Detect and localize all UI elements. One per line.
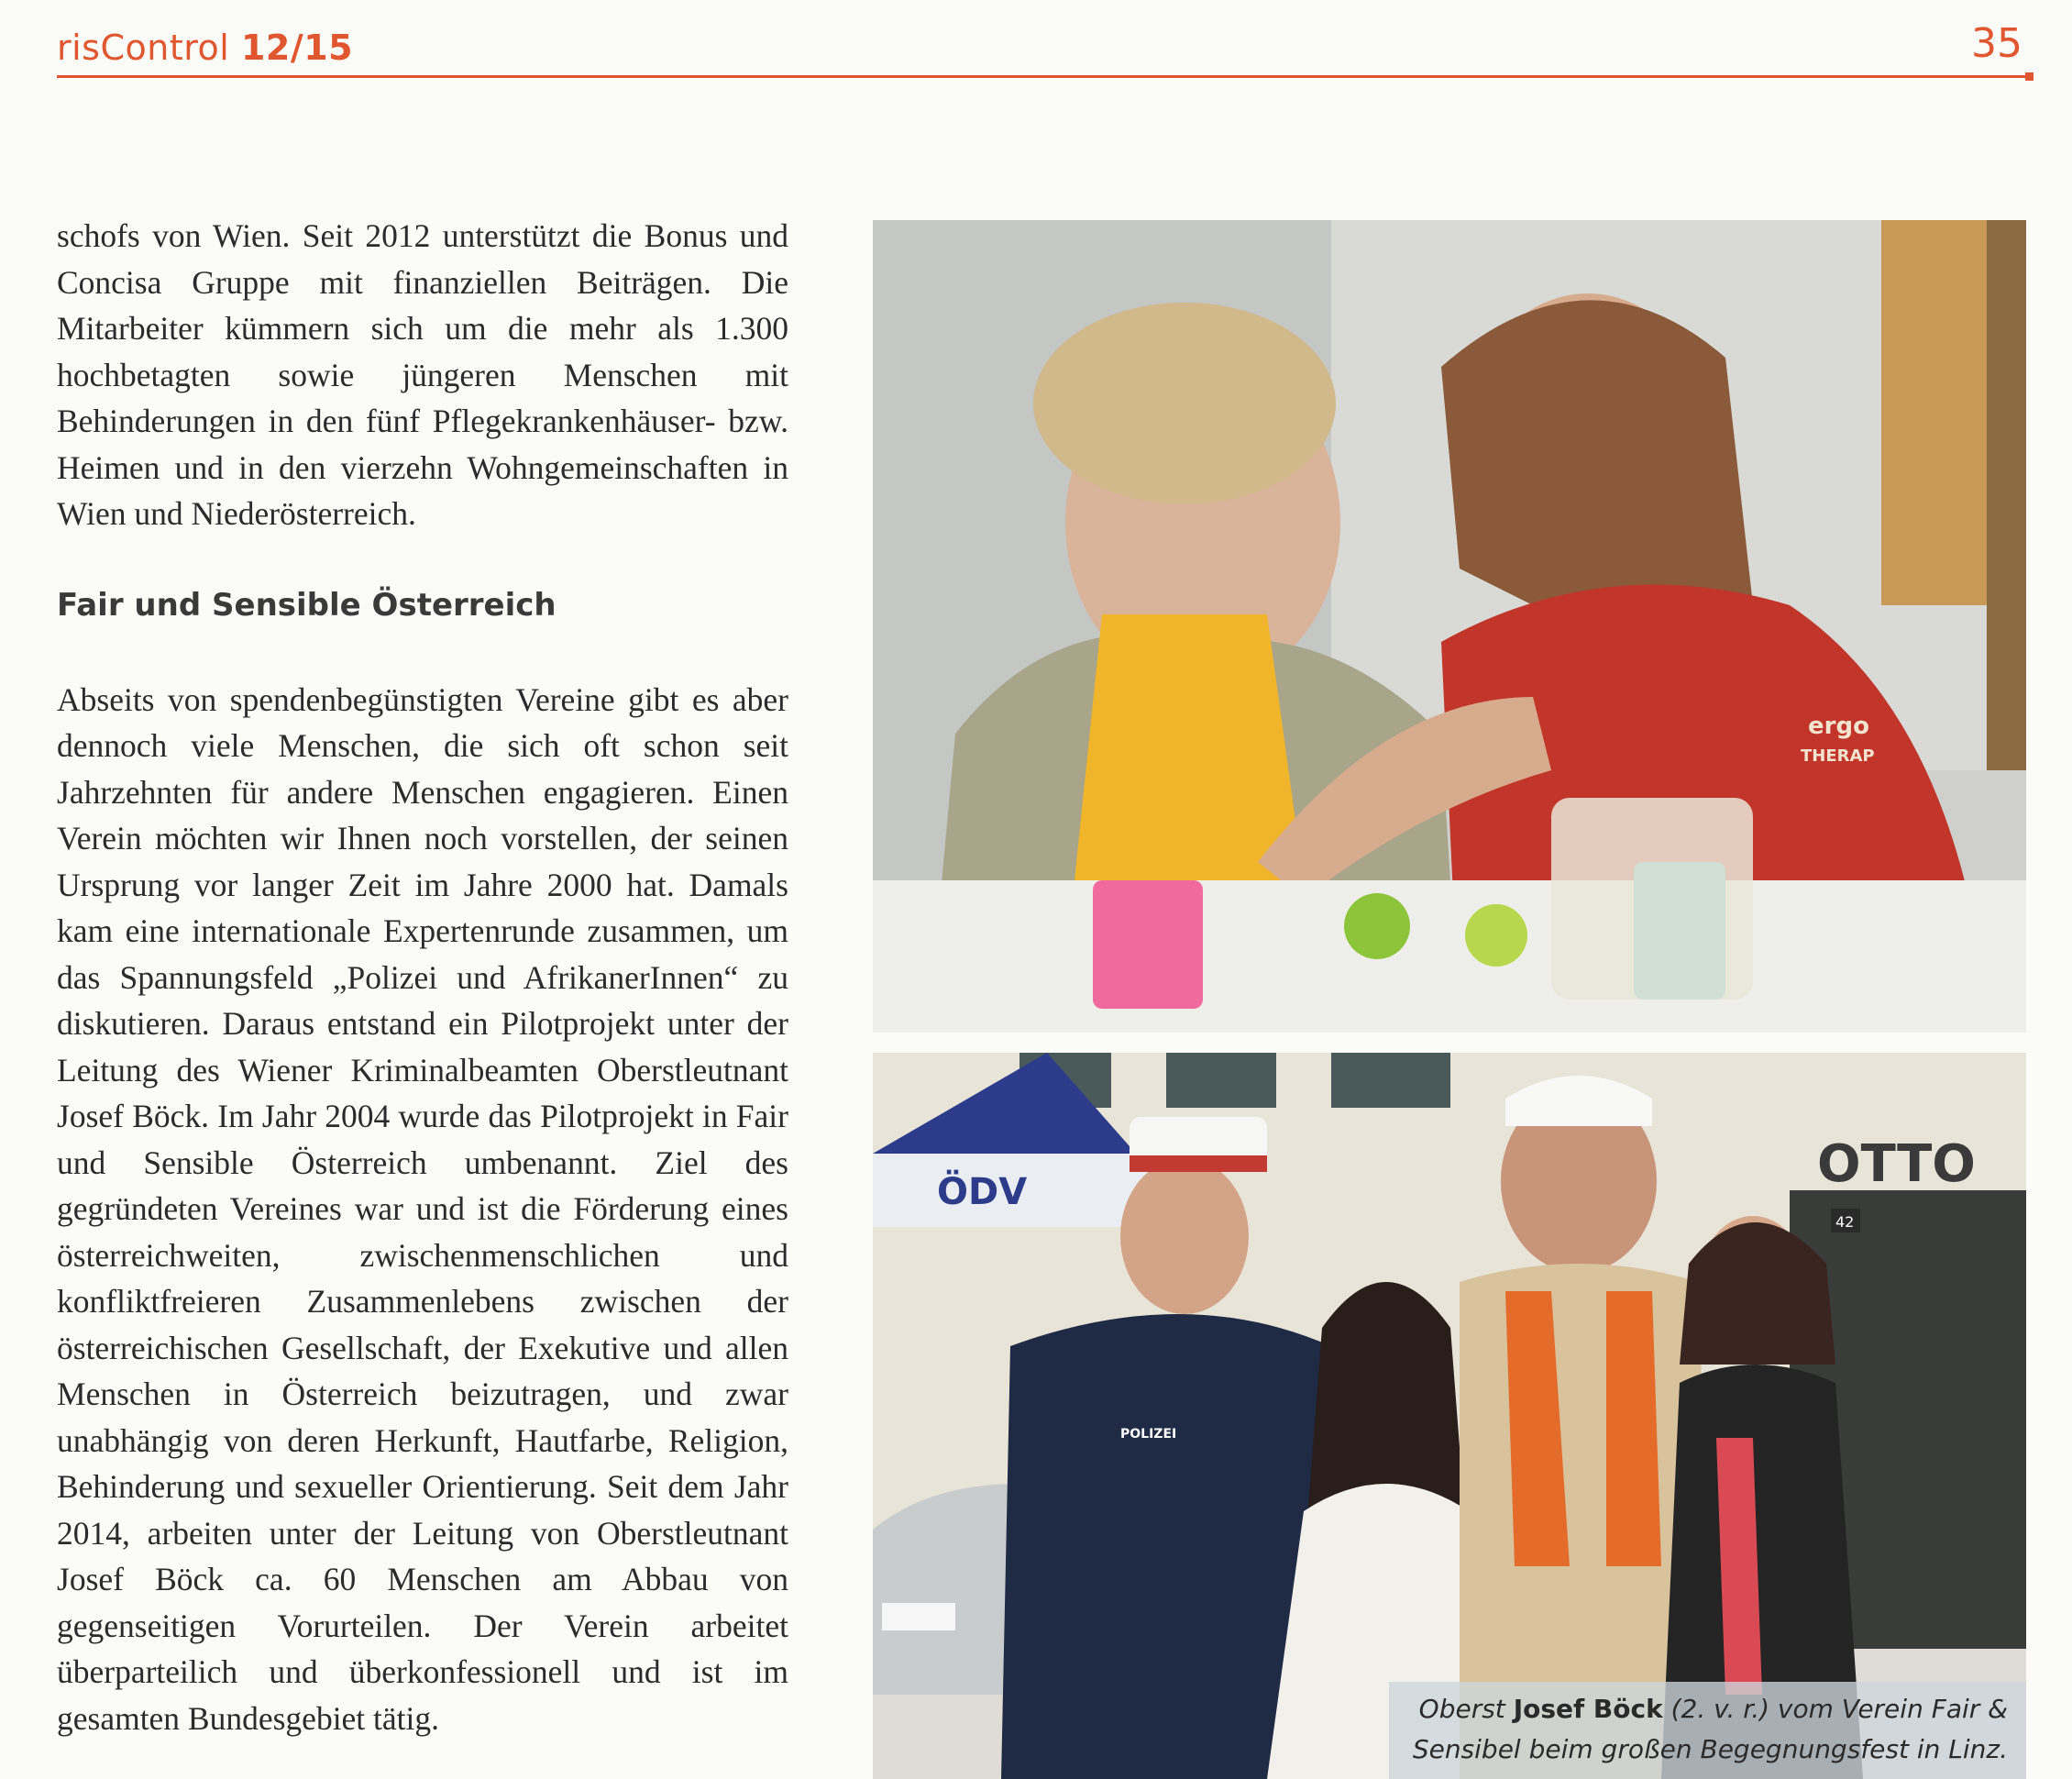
section-heading: Fair und Sensible Österreich <box>57 586 557 624</box>
caption-line-2: Sensibel beim großen Begegnungsfest in Linz. <box>1412 1734 2008 1764</box>
page-number: 35 <box>1971 20 2022 67</box>
caption-prefix: Oberst <box>1418 1694 1514 1724</box>
issue-number: 12/15 <box>240 28 354 68</box>
magazine-title <box>57 28 353 68</box>
shirt-logo-sub: THERAP <box>1801 746 1875 766</box>
caption-name: Josef Böck <box>1513 1694 1663 1724</box>
tent-logo: ÖDV <box>937 1171 1028 1213</box>
header-rule-end <box>2025 72 2033 81</box>
house-number: 42 <box>1835 1213 1855 1231</box>
caption-suffix: (2. v. r.) vom Verein Fair & <box>1662 1694 2008 1724</box>
photo-caption <box>1389 1682 2026 1779</box>
uniform-badge: POLIZEI <box>1120 1427 1177 1442</box>
intro-paragraph: schofs von Wien. Seit 2012 unterstützt die Bonus und Concisa Gruppe mit finanziellen Beiträgen. Die Mitarbeiter kümmern sich um die mehr als 1.300 hochbetagten sowie jüngeren Menschen mit Behinderungen in den fünf Pflegekrankenhäuser- bzw. Heimen und in den vierzehn Wohngemeinschaften in Wien und Niederösterreich. <box>57 217 788 532</box>
brand-name: risControl <box>57 28 230 68</box>
photo-kitchen-scene <box>873 220 2026 1033</box>
photo-festival-group <box>873 1053 2026 1779</box>
page-header <box>57 20 2028 79</box>
main-paragraph: Abseits von spendenbegünstigten Vereine gibt es aber dennoch viele Menschen, die sich oft schon seit Jahrzehnten für andere Menschen engagieren. Einen Verein möchten wir Ihnen noch vorstellen, der seinen Ursprung vor langer Zeit im Jahre 2000 hat. Damals kam eine internationale Expertenrunde zusammen, um das Spannungsfeld „Polizei und AfrikanerInnen“ zu diskutieren. Daraus entstand ein Pilotprojekt unter der Leitung des Wiener Kriminalbeamten Oberstleutnant Josef Böck. Im Jahr 2004 wurde das Pilotprojekt in Fair und Sensible Österreich umbenannt. Ziel des gegründeten Vereines war und ist die Förderung eines österreichweiten, zwischenmenschlichen und konfliktfreieren Zusammenlebens zwischen der österreichischen Gesellschaft, der Exekutive und allen Menschen in Österreich beizutragen, und zwar unabhängig von deren Herkunft, Hautfarbe, Religion, Behinderung und sexueller Orientierung. Seit dem Jahr 2014, arbeiten unter der Leitung von Oberstleutnant Josef Böck ca. 60 Menschen am Abbau von gegenseitigen Vorurteilen. Der Verein arbeitet überparteilich und überkonfessionell und ist im gesamten Bundesgebiet tätig. <box>57 680 788 1737</box>
text-column <box>57 213 788 1741</box>
building-sign: OTTO <box>1817 1134 1976 1194</box>
shirt-logo: ergo <box>1808 713 1869 740</box>
header-rule <box>57 75 2028 78</box>
